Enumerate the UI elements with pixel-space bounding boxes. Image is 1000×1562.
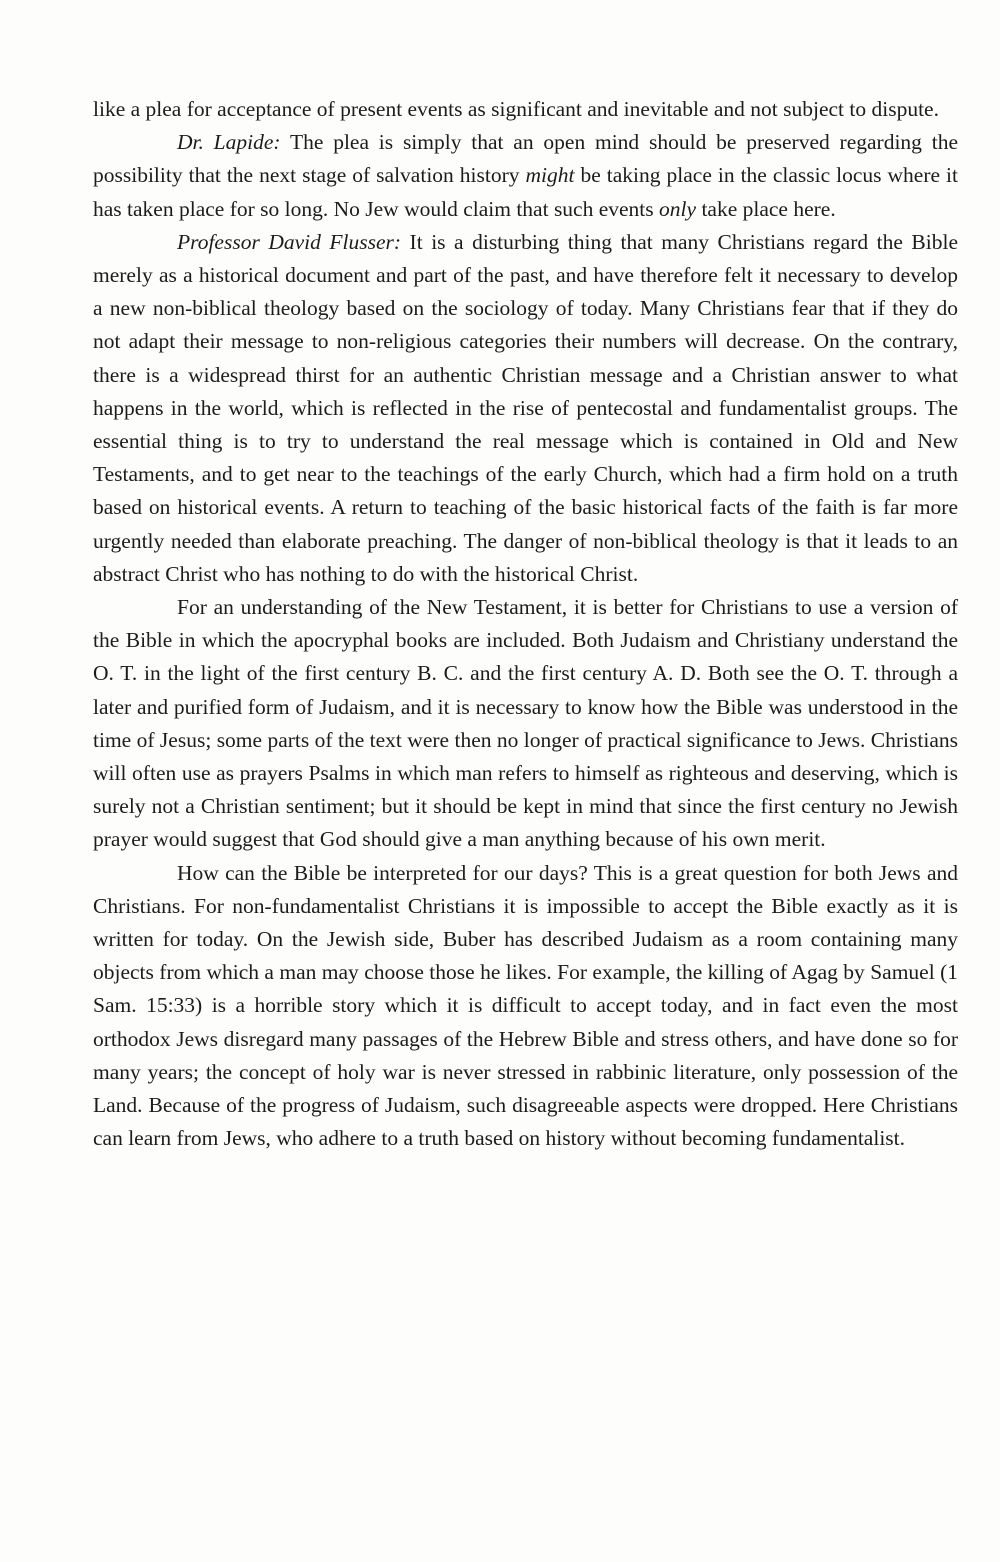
body-text [93, 93, 958, 1156]
text-segment: For an understanding of the New Testament, it is better for Christians to use a version of the Bible in which the apocryphal books are included. Both Judaism and Christiany understand the O. T. in the light of the first century B. C. and the first century A. D. Both see the O. T. through a later and purified form of Judaism, and it is necessary to know how the Bible was understood in the time of Jesus; some parts of the text were then no longer of practical significance to Jews. Christians will often use as prayers Psalms in which man refers to himself as righteous and deserving, which is surely not a Christian sentiment; but it should be kept in mind that since the first century no Jewish prayer would suggest that God should give a man anything because of his own merit. [93, 595, 958, 852]
text-segment: It is a disturbing thing that many Christians regard the Bible merely as a historical document and part of the past, and have therefore felt it necessary to develop a new non-biblical theology based on the sociology of today. Many Christians fear that if they do not adapt their message to non-religious categories their numbers will decrease. On the contrary, there is a widespread thirst for an authentic Christian message and a Christian answer to what happens in the world, which is reflected in the rise of pentecostal and fundamentalist groups. The essential thing is to try to understand the real message which is contained in Old and New Testaments, and to get near to the teachings of the early Church, which had a firm hold on a truth based on historical events. A return to teaching of the basic historical facts of the faith is far more urgently needed than elaborate preaching. The danger of non-biblical theology is that it leads to an abstract Christ who has nothing to do with the historical Christ. [93, 229, 958, 586]
paragraph-new-testament [93, 591, 958, 857]
paragraph-lapide [93, 126, 958, 226]
speaker-name: Professor David Flusser: [177, 229, 402, 254]
text-segment: like a plea for acceptance of present events as significant and inevitable and not subject to dispute. [93, 97, 939, 121]
text-segment: How can the Bible be interpreted for our days? This is a great question for both Jews and Christians. For non-fundamentalist Christians it is impossible to accept the Bible exactly as it is written for today. On the Jewish side, Buber has described Judaism as a room containing many objects from which a man may choose those he likes. For example, the killing of Agag by Samuel (1 Sam. 15:33) is a horrible story which it is difficult to accept today, and in fact even the most orthodox Jews disregard many passages of the Hebrew Bible and stress others, and have done so for many years; the concept of holy war is never stressed in rabbinic literature, only possession of the Land. Because of the progress of Judaism, such disagreeable aspects were dropped. Here Christians can learn from Jews, who adhere to a truth based on history without becoming fundamentalist. [93, 860, 958, 1151]
text-segment: The plea is simply that an open mind should be preserved regarding the possibility that the next stage of salvation history [93, 130, 958, 188]
paragraph-continuation [93, 93, 958, 126]
emphasis-text: only [659, 196, 697, 221]
speaker-name: Dr. Lapide: [177, 130, 281, 155]
text-segment: take place here. [696, 196, 836, 221]
paragraph-flusser [93, 226, 958, 591]
text-segment: be taking place in the classic locus where it has taken place for so long. No Jew would claim that such events [93, 163, 958, 221]
emphasis-text: might [525, 163, 575, 188]
paragraph-interpretation [93, 857, 958, 1156]
